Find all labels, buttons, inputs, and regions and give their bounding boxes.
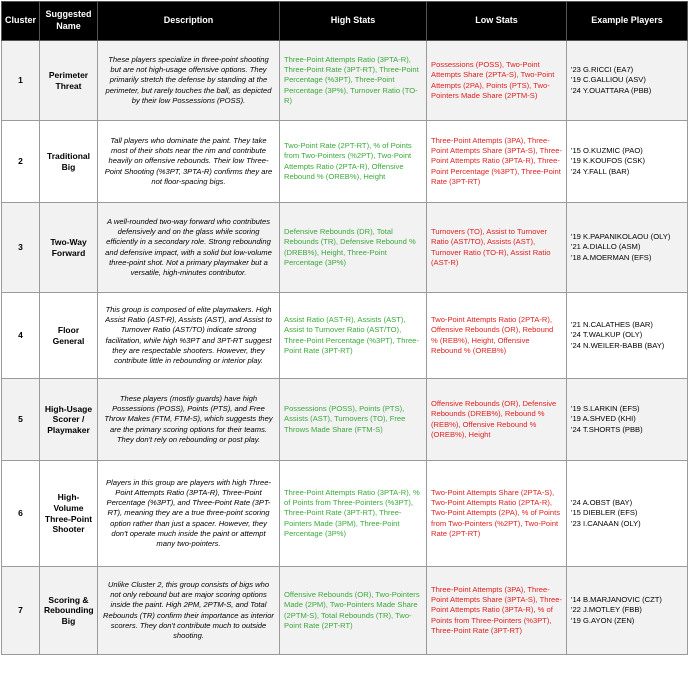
- cluster-number: 5: [2, 379, 40, 461]
- header-row: [2, 2, 688, 41]
- cluster-description: A well-rounded two-way forward who contributes defensively and on the glass while scoring efficiently in a secondary role. Strong rebounding and defensive impact, with a solid but low-volume three-point shot. Not a primary playmaker but a versatile, high-minutes contributor.: [98, 203, 280, 293]
- cluster-name: Two-Way Forward: [40, 203, 98, 293]
- high-stats: Possessions (POSS), Points (PTS), Assists (AST), Turnovers (TO), Free Throws Made Share (FTM-S): [280, 379, 427, 461]
- low-stats: Two-Point Attempts Ratio (2PTA-R), Offensive Rebounds (OR), Rebound % (REB%), Height, Offensive Rebound % (OREB%): [427, 293, 567, 379]
- cluster-number: 7: [2, 567, 40, 655]
- player: '15 O.KUZMIC (PAO): [571, 146, 643, 156]
- player: '24 T.WALKUP (OLY): [571, 330, 643, 340]
- cluster-description: Tall players who dominate the paint. They take most of their shots near the rim and contribute heavily on offensive rebounds. Their low Three-Point Shooting (%3PT, 3PTA-R) confirms they are not floor-spacing bigs.: [98, 121, 280, 203]
- low-stats: Three-Point Attempts (3PA), Three-Point Attempts Share (3PTA-S), Three-Point Attempts Ratio (3PTA-R), % of Points from Three-Pointers (%3PT), Three-Point Rate (3PT-RT): [427, 567, 567, 655]
- header-cluster: Cluster: [2, 2, 40, 41]
- player: '14 B.MARJANOVIC (CZT): [571, 595, 662, 605]
- high-stats: Three-Point Attempts Ratio (3PTA-R), % of Points from Three-Pointers (%3PT), Three-Point Rate (3PT-RT), Three-Pointers Made (3PM), Three-Point Percentage (3P%): [280, 461, 427, 567]
- cluster-number: 2: [2, 121, 40, 203]
- player: '19 C.GALLIOU (ASV): [571, 75, 646, 85]
- player: '19 G.AYON (ZEN): [571, 615, 635, 625]
- cluster-row-7: [2, 567, 688, 655]
- cluster-name: Perimeter Threat: [40, 41, 98, 121]
- cluster-row-2: [2, 121, 688, 203]
- player: '23 I.CANAAN (OLY): [571, 518, 641, 528]
- player: '19 K.PAPANIKOLAOU (OLY): [571, 232, 671, 242]
- cluster-row-4: [2, 293, 688, 379]
- player: '19 S.LARKIN (EFS): [571, 404, 640, 414]
- cluster-name: High-Usage Scorer / Playmaker: [40, 379, 98, 461]
- player: '19 K.KOUFOS (CSK): [571, 156, 646, 166]
- cluster-number: 6: [2, 461, 40, 567]
- example-players: [567, 379, 688, 461]
- header-suggested-name: Suggested Name: [40, 2, 98, 41]
- header-high-stats: High Stats: [280, 2, 427, 41]
- low-stats: Turnovers (TO), Assist to Turnover Ratio (AST/TO), Assists (AST), Turnover Ratio (TO-R), Assist Ratio (AST-R): [427, 203, 567, 293]
- cluster-description: Players in this group are players with high Three-Point Attempts Ratio (3PTA-R), Three-Point Percentage (%3PT), and Three-Point Rate (3PT-RT), meaning they are a true three-point scoring option rather than just a spacer. However, they don't operate much inside the paint or attempt many two-pointers.: [98, 461, 280, 567]
- player: '18 A.MOERMAN (EFS): [571, 252, 652, 262]
- low-stats: Three-Point Attempts (3PA), Three-Point Attempts Share (3PTA-S), Three-Point Attempts Ratio (3PTA-R), Three-Point Percentage (%3PT), Three-Point Rate (3PT-RT): [427, 121, 567, 203]
- cluster-name: Scoring & Rebounding Big: [40, 567, 98, 655]
- player: '24 A.OBST (BAY): [571, 498, 633, 508]
- example-players: [567, 203, 688, 293]
- example-players: [567, 567, 688, 655]
- cluster-description: These players (mostly guards) have high Possessions (POSS), Points (PTS), and Free Throw Makes (FTM, FTM-S), which suggests they are the primary scoring options for their teams. They don't rely on rebounding or post play.: [98, 379, 280, 461]
- player: '15 DIEBLER (EFS): [571, 508, 638, 518]
- high-stats: Two-Point Rate (2PT-RT), % of Points from Two-Pointers (%2PT), Two-Point Attempts Ratio (2PTA-R), Offensive Rebound % (OREB%), Height: [280, 121, 427, 203]
- high-stats: Assist Ratio (AST-R), Assists (AST), Assist to Turnover Ratio (AST/TO), Three-Point Percentage (%3PT), Three-Point Rate (3PT-RT): [280, 293, 427, 379]
- cluster-row-5: [2, 379, 688, 461]
- player: '22 J.MOTLEY (FBB): [571, 605, 642, 615]
- header-low-stats: Low Stats: [427, 2, 567, 41]
- cluster-description: Unlike Cluster 2, this group consists of bigs who not only rebound but are major scoring options inside the paint. High 2PM, 2PTM-S, and Total Rebounds (TR) confirm their importance as interior scorers. They don't contribute much to outside shooting.: [98, 567, 280, 655]
- player: '24 Y.OUATTARA (PBB): [571, 85, 652, 95]
- player: '24 Y.FALL (BAR): [571, 166, 630, 176]
- low-stats: Offensive Rebounds (OR), Defensive Rebounds (DREB%), Rebound % (REB%), Offensive Rebound % (OREB%), Height: [427, 379, 567, 461]
- cluster-description: This group is composed of elite playmakers. High Assist Ratio (AST-R), Assists (AST), and Assist to Turnover Ratio (AST/TO) indicate strong facilitation, while high %3PT and 3PT-RT suggest they are respectable shooters. However, they contribute little in rebounding or interior play.: [98, 293, 280, 379]
- player: '21 A.DIALLO (ASM): [571, 242, 641, 252]
- player: '23 G.RICCI (EA7): [571, 65, 634, 75]
- high-stats: Offensive Rebounds (OR), Two-Pointers Made (2PM), Two-Pointers Made Share (2PTM-S), Total Rebounds (TR), Two-Point Rate (2PT-RT): [280, 567, 427, 655]
- player: '19 A.SHVED (KHI): [571, 414, 636, 424]
- cluster-row-6: [2, 461, 688, 567]
- cluster-row-3: [2, 203, 688, 293]
- player: '24 T.SHORTS (PBB): [571, 424, 643, 434]
- low-stats: Possessions (POSS), Two-Point Attempts Share (2PTA-S), Two-Point Attempts (2PA), Points (PTS), Two-Pointers Made Share (2PTM-S): [427, 41, 567, 121]
- cluster-name: Traditional Big: [40, 121, 98, 203]
- high-stats: Defensive Rebounds (DR), Total Rebounds (TR), Defensive Rebound % (DREB%), Height, Three-Point Percentage (3P%): [280, 203, 427, 293]
- example-players: [567, 293, 688, 379]
- low-stats: Two-Point Attempts Share (2PTA-S), Two-Point Attempts Ratio (2PTA-R), Two-Point Attempts (2PA), % of Points from Two-Pointers (%2PT), Two-Point Rate (2PT-RT): [427, 461, 567, 567]
- header-description: Description: [98, 2, 280, 41]
- high-stats: Three-Point Attempts Ratio (3PTA-R), Three-Point Rate (3PT-RT), Three-Point Percentage (%3PT), Three-Point Percentage (3P%), Turnover Ratio (TO-R): [280, 41, 427, 121]
- cluster-name: High-Volume Three-Point Shooter: [40, 461, 98, 567]
- player: '24 N.WEILER-BABB (BAY): [571, 340, 665, 350]
- player: '21 N.CALATHES (BAR): [571, 320, 653, 330]
- example-players: [567, 41, 688, 121]
- cluster-name: Floor General: [40, 293, 98, 379]
- cluster-row-1: [2, 41, 688, 121]
- cluster-description: These players specialize in three-point shooting but are not high-usage offensive options. They primarily stretch the defense by standing at the perimeter, but rarely touches the ball, as depicted by their low Possessions (POSS).: [98, 41, 280, 121]
- example-players: [567, 461, 688, 567]
- example-players: [567, 121, 688, 203]
- header-example-players: Example Players: [567, 2, 688, 41]
- cluster-table: [1, 1, 688, 655]
- cluster-number: 4: [2, 293, 40, 379]
- cluster-number: 1: [2, 41, 40, 121]
- cluster-number: 3: [2, 203, 40, 293]
